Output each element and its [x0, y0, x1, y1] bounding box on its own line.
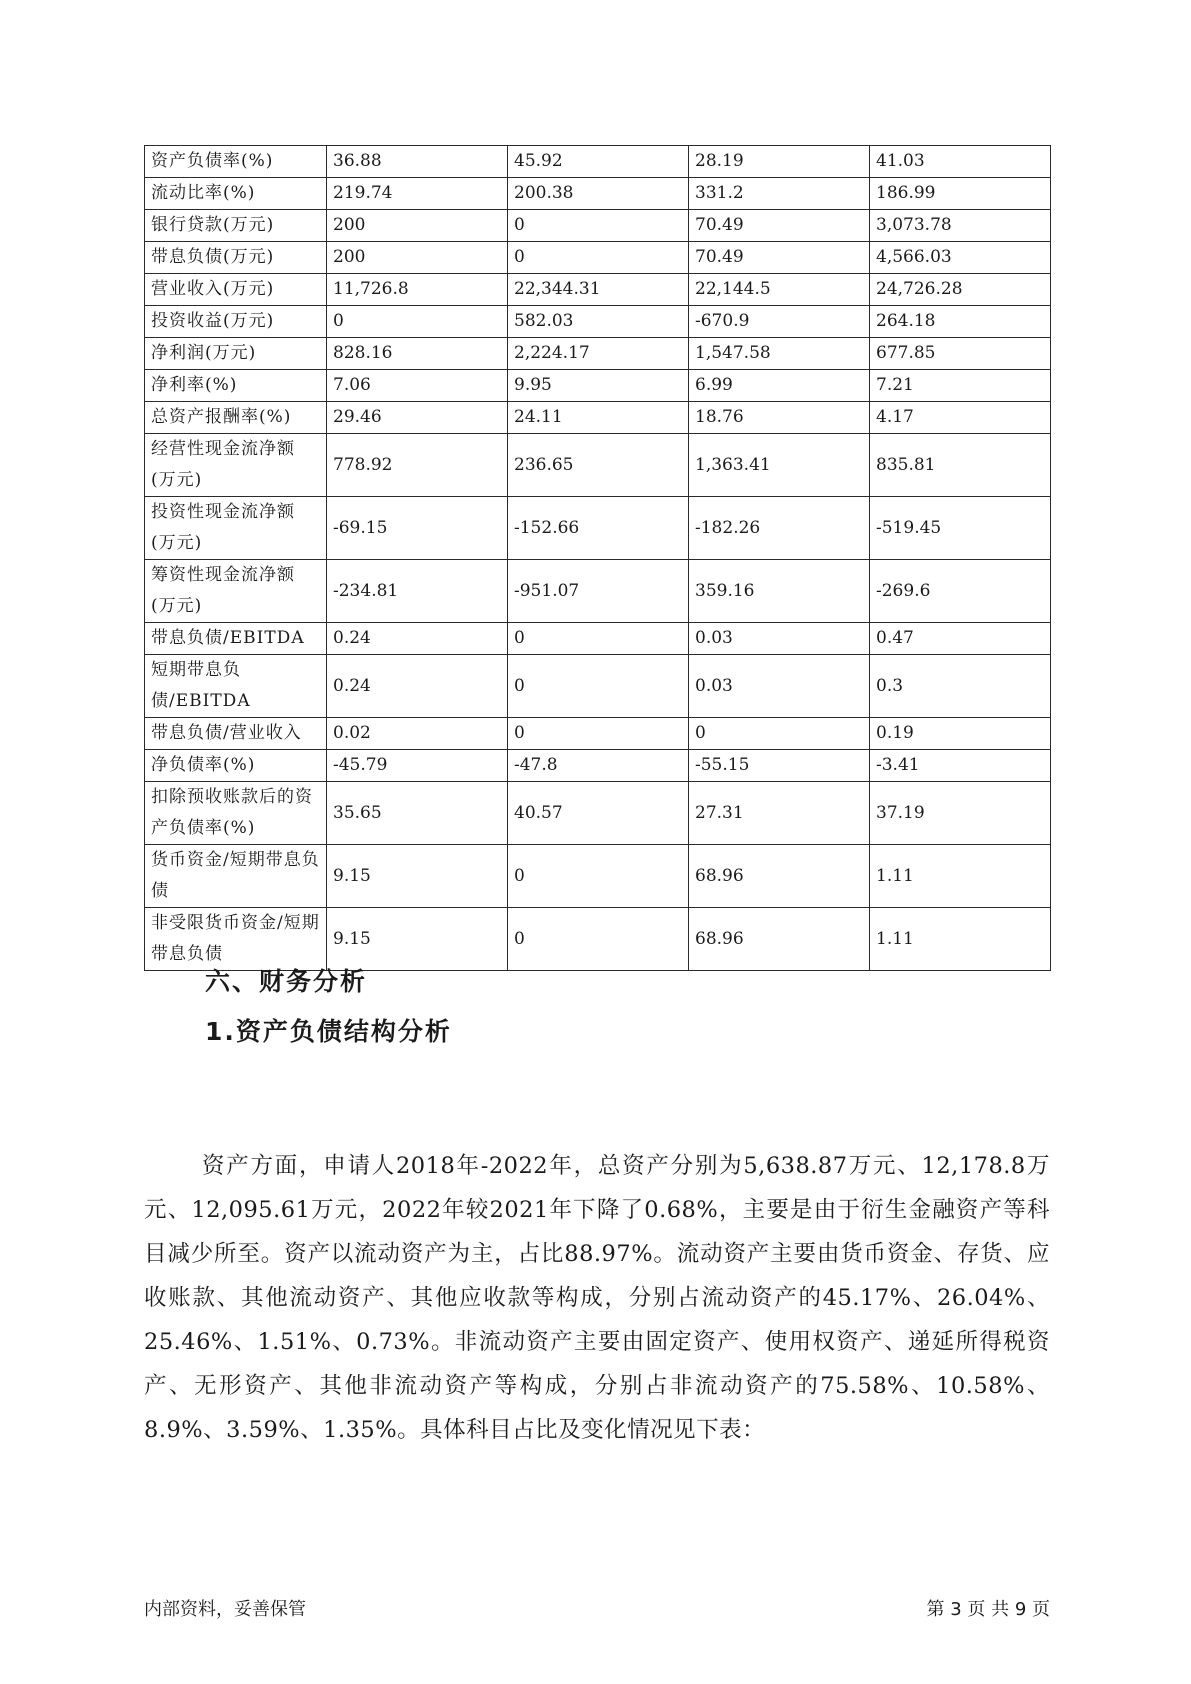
row-label: 净负债率(%): [145, 750, 327, 782]
section-heading: 六、财务分析: [205, 967, 368, 996]
value-cell: 0.03: [689, 623, 870, 655]
value-cell: 264.18: [870, 306, 1051, 338]
row-label: 净利润(万元): [145, 338, 327, 370]
value-cell: 0: [508, 718, 689, 750]
value-cell: -69.15: [327, 497, 508, 560]
value-cell: 9.15: [327, 908, 508, 971]
value-cell: 200: [327, 242, 508, 274]
value-cell: 677.85: [870, 338, 1051, 370]
value-cell: 24.11: [508, 402, 689, 434]
value-cell: -3.41: [870, 750, 1051, 782]
value-cell: 0.02: [327, 718, 508, 750]
row-label: 总资产报酬率(%): [145, 402, 327, 434]
table-row: [145, 497, 1051, 560]
value-cell: 4.17: [870, 402, 1051, 434]
value-cell: 778.92: [327, 434, 508, 497]
value-cell: -670.9: [689, 306, 870, 338]
value-cell: -269.6: [870, 560, 1051, 623]
value-cell: -519.45: [870, 497, 1051, 560]
row-label: 投资收益(万元): [145, 306, 327, 338]
row-label: 投资性现金流净额(万元): [145, 497, 327, 560]
value-cell: 0: [689, 718, 870, 750]
value-cell: 0.47: [870, 623, 1051, 655]
value-cell: 0: [508, 908, 689, 971]
value-cell: 6.99: [689, 370, 870, 402]
value-cell: 9.95: [508, 370, 689, 402]
table-row: [145, 560, 1051, 623]
value-cell: 41.03: [870, 146, 1051, 178]
value-cell: 29.46: [327, 402, 508, 434]
row-label: 筹资性现金流净额(万元): [145, 560, 327, 623]
value-cell: 0.03: [689, 655, 870, 718]
value-cell: 236.65: [508, 434, 689, 497]
table-body: [145, 146, 1051, 971]
value-cell: 1.11: [870, 845, 1051, 908]
table-row: [145, 306, 1051, 338]
table-row: [145, 178, 1051, 210]
value-cell: 0: [327, 306, 508, 338]
row-label: 资产负债率(%): [145, 146, 327, 178]
financial-indicators-table: [144, 145, 1051, 971]
value-cell: 4,566.03: [870, 242, 1051, 274]
value-cell: 0: [508, 210, 689, 242]
value-cell: 828.16: [327, 338, 508, 370]
value-cell: 2,224.17: [508, 338, 689, 370]
table-row: [145, 146, 1051, 178]
table-row: [145, 845, 1051, 908]
value-cell: 835.81: [870, 434, 1051, 497]
value-cell: -152.66: [508, 497, 689, 560]
value-cell: 0: [508, 655, 689, 718]
table-row: [145, 338, 1051, 370]
value-cell: 0.24: [327, 623, 508, 655]
table-row: [145, 370, 1051, 402]
row-label: 短期带息负债/EBITDA: [145, 655, 327, 718]
value-cell: -47.8: [508, 750, 689, 782]
value-cell: 219.74: [327, 178, 508, 210]
value-cell: 0.3: [870, 655, 1051, 718]
table-row: [145, 402, 1051, 434]
value-cell: 18.76: [689, 402, 870, 434]
value-cell: 40.57: [508, 782, 689, 845]
table-row: [145, 242, 1051, 274]
value-cell: 1.11: [870, 908, 1051, 971]
value-cell: 200: [327, 210, 508, 242]
footer-page-number: 第 3 页 共 9 页: [926, 1599, 1050, 1620]
value-cell: 200.38: [508, 178, 689, 210]
value-cell: 359.16: [689, 560, 870, 623]
value-cell: 24,726.28: [870, 274, 1051, 306]
footer-confidential-note: 内部资料，妥善保管: [144, 1599, 306, 1620]
value-cell: 0: [508, 845, 689, 908]
table-row: [145, 434, 1051, 497]
row-label: 带息负债/EBITDA: [145, 623, 327, 655]
value-cell: 186.99: [870, 178, 1051, 210]
row-label: 带息负债/营业收入: [145, 718, 327, 750]
row-label: 非受限货币资金/短期带息负债: [145, 908, 327, 971]
table-row: [145, 623, 1051, 655]
row-label: 流动比率(%): [145, 178, 327, 210]
table-row: [145, 274, 1051, 306]
value-cell: 68.96: [689, 908, 870, 971]
value-cell: 36.88: [327, 146, 508, 178]
row-label: 带息负债(万元): [145, 242, 327, 274]
row-label: 扣除预收账款后的资产负债率(%): [145, 782, 327, 845]
value-cell: 28.19: [689, 146, 870, 178]
analysis-paragraph: 资产方面，申请人2018年-2022年，总资产分别为5,638.87万元、12,178.8万元、12,095.61万元，2022年较2021年下降了0.68%，主要是由于衍生金融资产等科目减少所至。资产以流动资产为主，占比88.97%。流动资产主要由货币资金、存货、应收账款、其他流动资产、其他应收款等构成，分别占流动资产的45.17%、26.04%、25.46%、1.51%、0.73%。非流动资产主要由固定资产、使用权资产、递延所得税资产、无形资产、其他非流动资产等构成，分别占非流动资产的75.58%、10.58%、8.9%、3.59%、1.35%。具体科目占比及变化情况见下表：: [144, 1153, 1050, 1443]
row-label: 银行贷款(万元): [145, 210, 327, 242]
value-cell: 9.15: [327, 845, 508, 908]
value-cell: -234.81: [327, 560, 508, 623]
value-cell: 331.2: [689, 178, 870, 210]
value-cell: 7.06: [327, 370, 508, 402]
table-row: [145, 655, 1051, 718]
value-cell: 70.49: [689, 210, 870, 242]
row-label: 经营性现金流净额(万元): [145, 434, 327, 497]
value-cell: 1,547.58: [689, 338, 870, 370]
value-cell: 582.03: [508, 306, 689, 338]
value-cell: 0.19: [870, 718, 1051, 750]
value-cell: 68.96: [689, 845, 870, 908]
value-cell: 22,144.5: [689, 274, 870, 306]
value-cell: 45.92: [508, 146, 689, 178]
value-cell: 3,073.78: [870, 210, 1051, 242]
table-row: [145, 718, 1051, 750]
value-cell: 1,363.41: [689, 434, 870, 497]
value-cell: 0: [508, 242, 689, 274]
value-cell: 22,344.31: [508, 274, 689, 306]
value-cell: -951.07: [508, 560, 689, 623]
value-cell: 35.65: [327, 782, 508, 845]
row-label: 净利率(%): [145, 370, 327, 402]
value-cell: 0: [508, 623, 689, 655]
table-row: [145, 210, 1051, 242]
table-row: [145, 750, 1051, 782]
row-label: 营业收入(万元): [145, 274, 327, 306]
table-row: [145, 782, 1051, 845]
value-cell: 0.24: [327, 655, 508, 718]
value-cell: -45.79: [327, 750, 508, 782]
value-cell: 11,726.8: [327, 274, 508, 306]
value-cell: 37.19: [870, 782, 1051, 845]
value-cell: 70.49: [689, 242, 870, 274]
value-cell: 7.21: [870, 370, 1051, 402]
value-cell: 27.31: [689, 782, 870, 845]
section-subheading: 1.资产负债结构分析: [205, 1017, 452, 1046]
value-cell: -55.15: [689, 750, 870, 782]
value-cell: -182.26: [689, 497, 870, 560]
row-label: 货币资金/短期带息负债: [145, 845, 327, 908]
